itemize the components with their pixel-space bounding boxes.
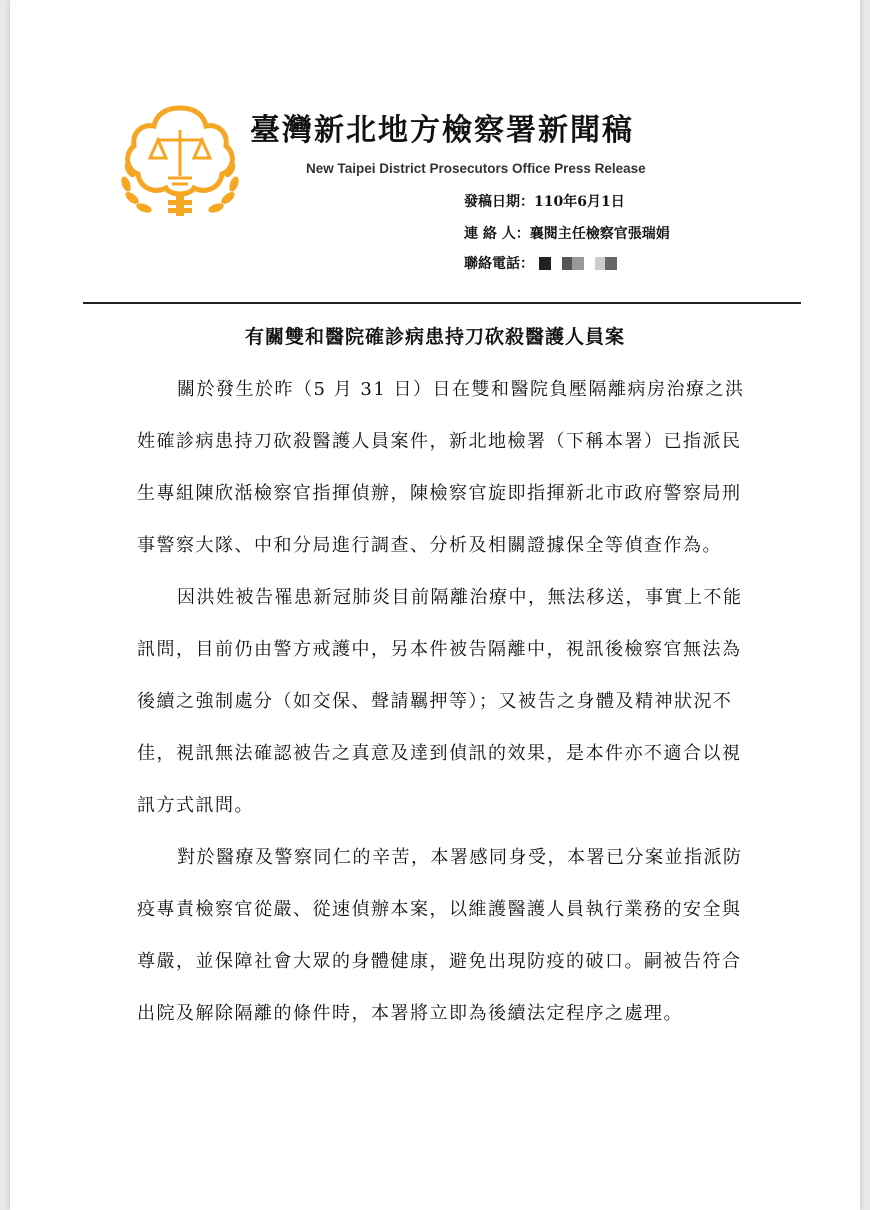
contact-person-row — [464, 223, 670, 243]
release-date-label: 發稿日期： — [464, 194, 534, 210]
release-date-row — [464, 191, 625, 211]
body-paragraph-2: 因洪姓被告罹患新冠肺炎目前隔離治療中，無法移送，事實上不能訊問，目前仍由警方戒護中，另本件被告隔離中，視訊後檢察官無法為後續之強制處分（如交保、聲請羈押等）；又被告之身體及精神狀況不佳，視訊無法確認被告之真意及達到偵訊的效果，是本件亦不適合以視訊方式訊問。 — [137, 587, 743, 816]
body-paragraph-1: 關於發生於昨（5 月 31 日）日在雙和醫院負壓隔離病房治療之洪姓確診病患持刀砍殺醫護人員案件，新北地檢署（下稱本署）已指派民生專組陳欣湉檢察官指揮偵辦，陳檢察官旋即指揮新北市政府警察局刑事警察大隊、中和分局進行調查、分析及相關證據保全等偵查作為。 — [137, 379, 745, 556]
contact-phone-row — [464, 253, 623, 273]
article-headline: 有關雙和醫院確診病患持刀砍殺醫護人員案 — [244, 326, 625, 348]
release-date-value: 110年6月1日 — [534, 194, 625, 210]
press-release-title-english: New Taipei District Prosecutors Office Press Release — [306, 161, 646, 176]
contact-person-label: 連 絡 人： — [464, 226, 530, 242]
press-release-title: 臺灣新北地方檢察署新聞稿 — [250, 113, 634, 148]
article-body — [137, 364, 745, 1040]
contact-phone-label: 聯絡電話： — [464, 256, 534, 272]
press-release-page — [10, 0, 860, 1210]
prosecutors-office-emblem-icon — [110, 100, 250, 220]
body-paragraph-3: 對於醫療及警察同仁的辛苦，本署感同身受，本署已分案並指派防疫專責檢察官從嚴、從速偵辦本案，以維護醫護人員執行業務的安全與尊嚴，並保障社會大眾的身體健康，避免出現防疫的破口。嗣被告符合出院及解除隔離的條件時，本署將立即為後續法定程序之處理。 — [137, 847, 743, 1024]
contact-phone-redacted — [539, 256, 623, 272]
contact-person-value: 襄閱主任檢察官張瑞娟 — [529, 226, 670, 242]
header-divider — [83, 302, 801, 304]
